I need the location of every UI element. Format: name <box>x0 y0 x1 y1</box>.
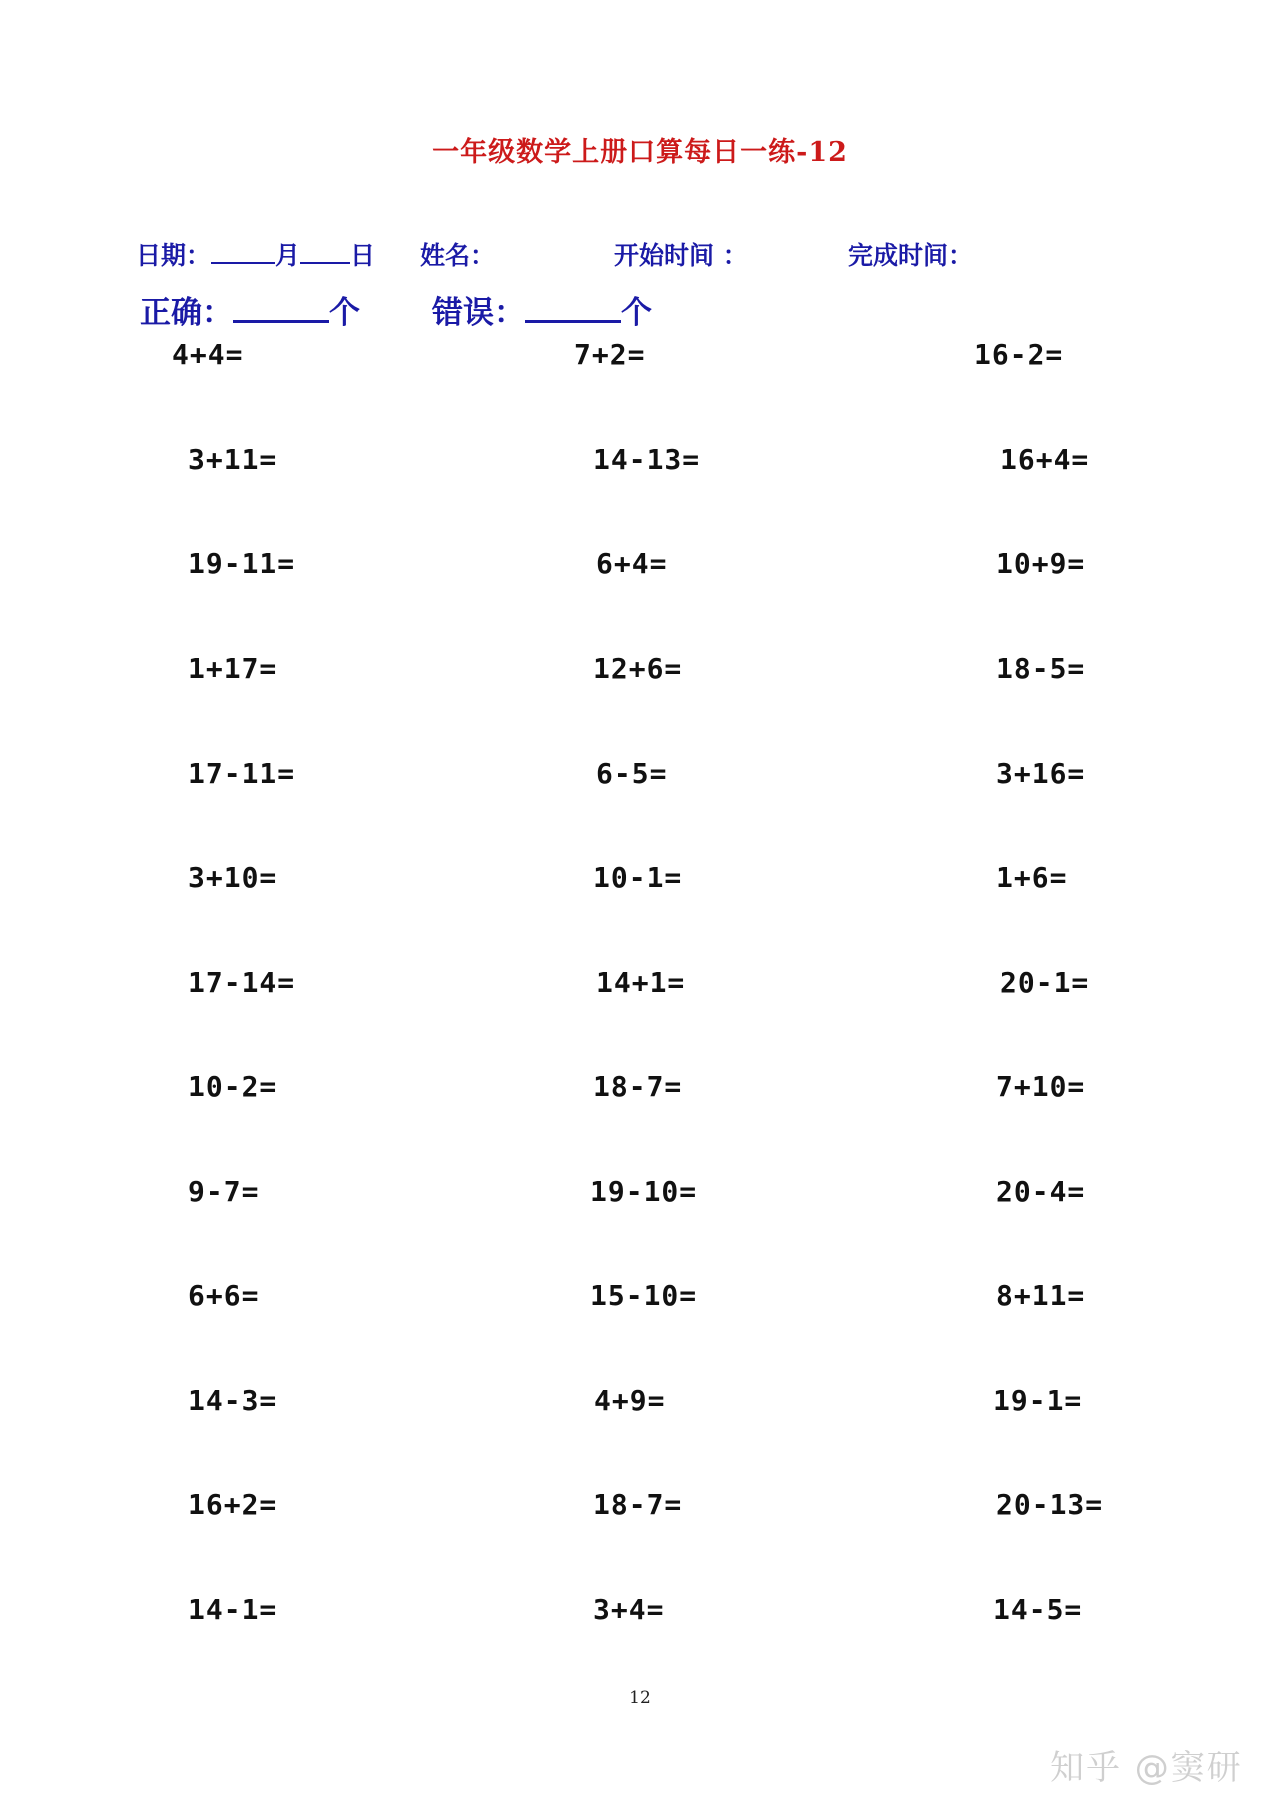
problem: 8+11= <box>996 1279 1086 1312</box>
finish-time-label: 完成时间： <box>848 241 974 270</box>
problem: 18-7= <box>593 1070 683 1103</box>
problem: 19-10= <box>590 1175 698 1208</box>
correct-blank[interactable] <box>233 319 329 323</box>
month-label: 月 <box>275 241 301 270</box>
problem: 3+4= <box>593 1593 665 1626</box>
day-label: 日 <box>350 241 376 270</box>
problem: 16+2= <box>188 1488 278 1521</box>
wrong-field <box>432 287 652 332</box>
problem: 1+17= <box>188 652 278 685</box>
problem: 15-10= <box>590 1279 698 1312</box>
problem: 16-2= <box>974 338 1064 371</box>
watermark: 知乎 @窦研 <box>1050 1748 1243 1788</box>
problem: 14-1= <box>188 1593 278 1626</box>
wrong-label: 错误： <box>432 295 525 331</box>
problem: 10+9= <box>996 547 1086 580</box>
problem: 19-1= <box>993 1384 1083 1417</box>
problem: 7+2= <box>574 338 646 371</box>
day-blank[interactable] <box>300 261 350 264</box>
page-number: 12 <box>629 1688 651 1708</box>
problem: 17-14= <box>188 966 296 999</box>
name-label: 姓名： <box>420 241 496 270</box>
correct-field <box>140 287 360 332</box>
worksheet-title: 一年级数学上册口算每日一练-12 <box>432 137 848 168</box>
problem: 1+6= <box>996 861 1068 894</box>
problem: 18-5= <box>996 652 1086 685</box>
problem: 14-13= <box>593 443 701 476</box>
problem: 3+10= <box>188 861 278 894</box>
problem: 7+10= <box>996 1070 1086 1103</box>
problem: 9-7= <box>188 1175 260 1208</box>
problem: 14-3= <box>188 1384 278 1417</box>
date-label: 日期： <box>136 241 212 270</box>
problem: 20-13= <box>996 1488 1104 1521</box>
problem: 14-5= <box>993 1593 1083 1626</box>
problem: 18-7= <box>593 1488 683 1521</box>
wrong-unit: 个 <box>621 295 652 331</box>
problem: 16+4= <box>1000 443 1090 476</box>
correct-label: 正确： <box>140 295 233 331</box>
problem: 12+6= <box>593 652 683 685</box>
problem: 6-5= <box>596 757 668 790</box>
problem: 6+4= <box>596 547 668 580</box>
date-field <box>136 236 375 272</box>
start-time-label: 开始时间 ： <box>614 241 748 270</box>
problem: 17-11= <box>188 757 296 790</box>
correct-unit: 个 <box>329 295 360 331</box>
problem: 4+9= <box>594 1384 666 1417</box>
problem: 10-2= <box>188 1070 278 1103</box>
problem: 3+11= <box>188 443 278 476</box>
problem: 6+6= <box>188 1279 260 1312</box>
problem: 4+4= <box>172 338 244 371</box>
problem: 20-4= <box>996 1175 1086 1208</box>
wrong-blank[interactable] <box>525 319 621 323</box>
problem: 3+16= <box>996 757 1086 790</box>
problem: 14+1= <box>596 966 686 999</box>
month-blank[interactable] <box>211 261 275 264</box>
problem: 10-1= <box>593 861 683 894</box>
problem: 20-1= <box>1000 966 1090 999</box>
problem: 19-11= <box>188 547 296 580</box>
